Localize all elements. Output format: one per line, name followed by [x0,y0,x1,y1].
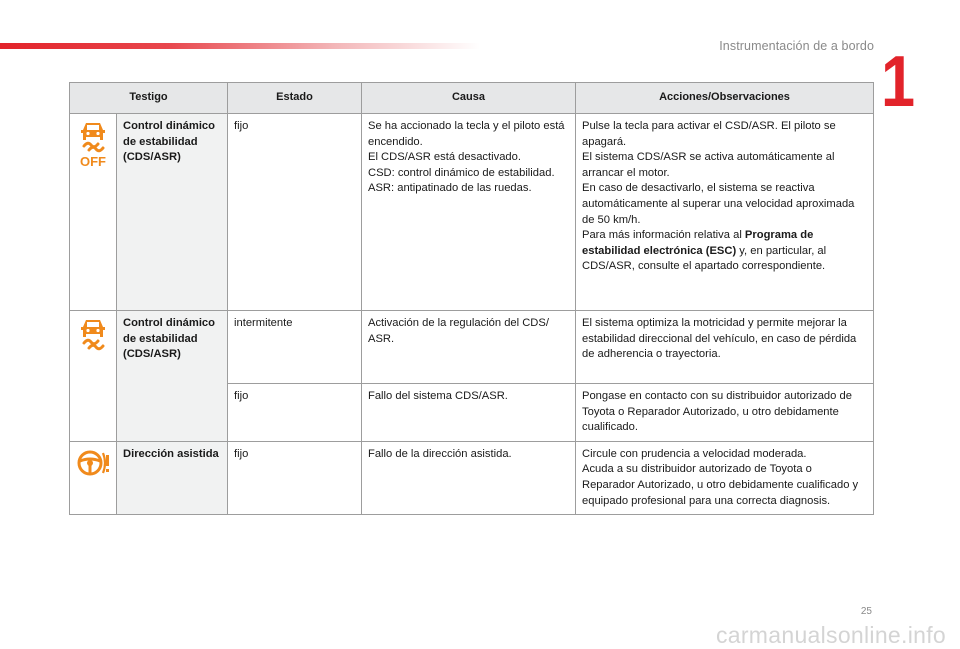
watermark: carmanualsonline.info [715,622,946,648]
state-cell: fijo [228,441,362,514]
cause-cell: Fallo de la dirección asistida. [362,441,576,514]
esc-off-icon-label: OFF [80,154,106,168]
header-estado: Estado [228,83,362,114]
table-row [70,114,874,311]
cause-cell: Se ha accionado la tecla y el piloto está encendido. El CDS/ASR está desactivado. CSD: control dinámico de estabilidad. ASR: antipatinado de las ruedas. [362,114,576,311]
action-text-end: y, en particular, al CDS/ASR, consulte el apartado correspondiente. [582,244,827,273]
action-cell: Circule con prudencia a velocidad moderada. Acuda a su distribuidor autorizado de Toyota o Reparador Autorizado, u otro debidamente cualificado y equipado profesional para una correcta diagnosis. [576,441,874,514]
action-cell: Pongase en contacto con su distribuidor autorizado de Toyota o Reparador Autorizado, u otro debidamente cualificado. [576,384,874,442]
action-link-text: Programa de estabilidad electrónica (ESC) [582,229,814,257]
warning-lights-table [69,82,874,515]
header-testigo: Testigo [70,83,228,114]
table-header-row [70,83,874,114]
icon-cell [70,441,117,514]
header-red-bar [0,43,480,49]
power-steering-warning-icon [76,448,110,478]
action-cell [576,114,874,311]
state-cell: fijo [228,114,362,311]
header-acciones: Acciones/Observaciones [576,83,874,114]
table-row [70,441,874,514]
state-cell: intermitente [228,311,362,384]
cause-cell: Activación de la regulación del CDS/ ASR. [362,311,576,384]
header-causa: Causa [362,83,576,114]
icon-cell [70,311,117,442]
indicator-name: Dirección asistida [117,441,228,514]
chapter-number: 1 [880,42,915,122]
table-row [70,311,874,384]
indicator-name: Control dinámico de estabilidad (CDS/ASR) [117,114,228,311]
esc-off-icon [78,120,108,168]
cause-cell: Fallo del sistema CDS/ASR. [362,384,576,442]
indicator-name: Control dinámico de estabilidad (CDS/ASR) [117,311,228,442]
icon-cell [70,114,117,311]
action-cell: El sistema optimiza la motricidad y permite mejorar la estabilidad direccional del vehículo, en caso de pérdida de adherencia o trayectoria. [576,311,874,384]
state-cell: fijo [228,384,362,442]
page-number: 25 [860,606,872,617]
section-title: Instrumentación de a bordo [719,39,874,53]
esc-icon [78,317,108,353]
action-text: Pulse la tecla para activar el CSD/ASR. El piloto se apagará. El sistema CDS/ASR se activa automáticamente al arrancar el motor. En caso de desactivarlo, el sistema se reactiva automáticamente al superar una velocidad aproximada de 50 km/h. Para más información relativa al [582,120,855,242]
